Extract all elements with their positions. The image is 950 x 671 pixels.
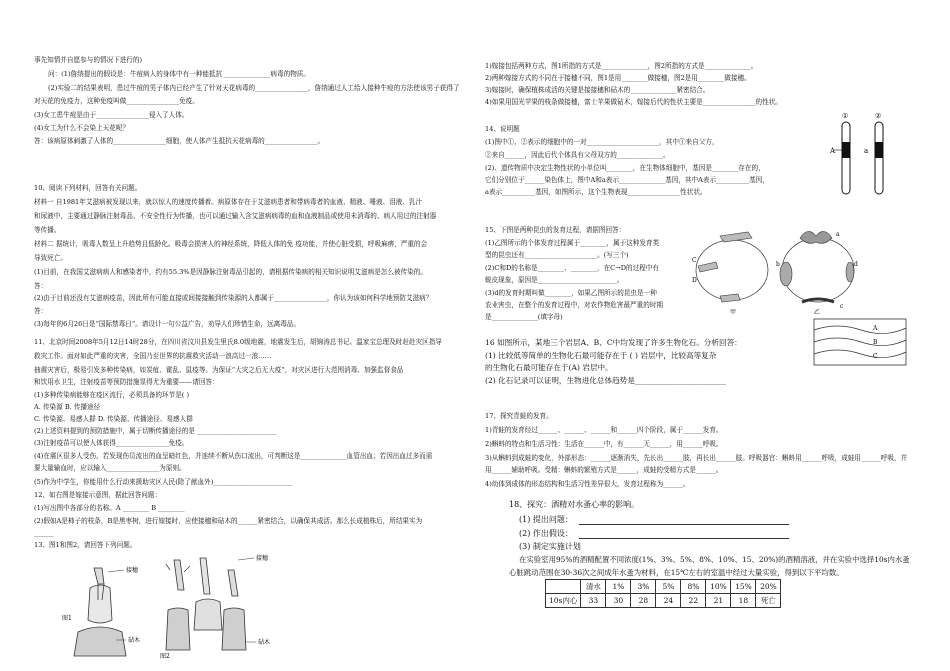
q10-line-9: 答： xyxy=(34,307,48,315)
q14-line-3: (2)、遗传物质中决定生物性状的小单位叫________，在生物体细胞中，基因是________存在的， xyxy=(485,164,765,172)
insect-label-d: d xyxy=(854,261,858,268)
q14-line-0: 14、说明题 xyxy=(485,125,520,133)
q12-line-1: (1)写出图中各部分的名称。A ________ B ________ xyxy=(34,504,185,512)
q12-line-2: (2)假如A是柿子的枝条，B是黑枣树，进行嫁接时，应使接穗和砧木的______紧密结合，以确保其成活。那么长成植株后，所结果实为 xyxy=(34,517,423,525)
rock-strata-figure xyxy=(813,318,908,368)
table-cell: 30 xyxy=(606,594,631,608)
q18-step-3: (3) 制定实施计划 xyxy=(519,542,581,551)
table-cell: 22 xyxy=(681,594,706,608)
q10-line-8: (2)由于目前还没有艾滋病疫苗，因此所有可能直接或间接接触到传染源的人都属于________________，你认为该如何科学地预防艾滋病？ xyxy=(34,294,433,302)
table-cell: 33 xyxy=(581,594,606,608)
q18-paragraph-2: 心脏跳动范围在30-36次之间成年水蚤为材料，在15℃左右的室温中经过大量实验，得到以下平均数。 xyxy=(509,568,844,577)
right-column xyxy=(475,0,950,671)
q15-line-0: 15、下图是两种昆虫的发育过程，请据图回答： xyxy=(485,226,626,234)
q18-step-2: (2) 作出假设： xyxy=(519,529,573,538)
insect-label-c: c xyxy=(840,303,844,310)
q16-line-2: 的生物化石最可能存在于(A) 岩层中。 xyxy=(485,363,613,372)
q13-sub-3: 3)嫁接时，确保植株成活的关键是接接穗和砧木的______________紧密结合。 xyxy=(485,86,710,94)
table-cell: 3% xyxy=(631,580,656,594)
q16-line-0: 16 如图所示，某地三个岩层A、B、C中均发现了许多生物化石。分析回答： xyxy=(485,338,742,347)
q18-answer-line-1[interactable] xyxy=(579,524,789,525)
q12-line-0: 12、如右图是嫁接示意图，据此回答问题： xyxy=(34,491,162,499)
q9-line-3: 对天花的免疫力，这种免疫叫做________________免疫。 xyxy=(34,97,199,105)
rock-label-C: C xyxy=(873,353,878,360)
table-cell: 18 xyxy=(731,594,756,608)
q17-line-0: 17、探究青蛙的发育。 xyxy=(485,412,553,420)
fig2-title: 图2 xyxy=(160,653,170,660)
table-cell: 死亡 xyxy=(756,594,781,608)
q12-line-3: ______ xyxy=(34,529,54,537)
table-cell: 10s内心 xyxy=(546,594,581,608)
q13-sub-1: 1)嫁接包括两种方式，图1所指的方式是______________，图2所指的方式是______________。 xyxy=(485,62,758,70)
insect-label-C: C xyxy=(692,257,697,264)
q10-line-4: 材料二 据统计，吸毒人数呈上升趋势且低龄化。吸毒会损害人的神经系统，降低人体的免 疫功能，并使心脏受损，呼吸麻痹，严重的会 xyxy=(34,240,428,248)
q15-line-2: 型的昆虫还有______________________。(写三个) xyxy=(485,251,629,259)
allele-label-A: A xyxy=(830,147,836,155)
q14-line-4: 它们分别位于______染色体上，图中A和a表示______________基因，其中A表示__________基因， xyxy=(485,176,769,184)
table-cell xyxy=(546,580,581,594)
fig1-title: 图1 xyxy=(62,615,72,622)
q16-line-1: (1) 比较低等简单的生物化石最可能存在于 ( ) 岩层中，比较高等复杂 xyxy=(485,351,717,360)
q10-line-5: 导致死亡。 xyxy=(34,254,67,262)
q18-paragraph-1: 在实验室用95%的酒精配置不同浓度(1%、3%、5%、8%、10%、15、20%)的酒精溶液，并在实验中选择10s内水蚤 xyxy=(519,555,910,564)
q9-line-4: (3)女工患牛痘是由于________________侵入了人体。 xyxy=(34,111,189,119)
q11-line-10: 要大量输血时，应以输入________________为原则。 xyxy=(34,464,186,472)
q17-line-4: 用______辅助呼吸。受精：蝌蚪的繁殖方式是______，成蛙的受精方式是______。 xyxy=(485,466,723,474)
table-cell: 1% xyxy=(606,580,631,594)
q10-line-2: 和尿液中，主要通过静脉注射毒品、不安全性行为传播，也可以通过输入含艾滋病病毒的血和血液制品或使用未消毒的、病人用过的注射器 xyxy=(34,212,437,220)
q10-line-1: 材料一 自1981年艾滋病被发现以来，就以惊人的速度传播着。病原体存在于艾滋病患者和带病毒者的血液、精液、唾液、泪液、乳汁 xyxy=(34,198,423,206)
fig2-label-stock: 砧木 xyxy=(258,639,271,646)
q9-line-5: (4)女工为什么不会染上天花呢？ xyxy=(34,124,130,132)
chromosome-figure xyxy=(830,110,910,200)
q14-line-1: (1)图中①、②表示的细胞中的一对______________________，其中①来自父方， xyxy=(485,138,719,146)
table-row xyxy=(546,594,781,608)
heart-rate-table xyxy=(545,579,781,608)
q11-line-0: 11、北京时间2008年5月12日14时28分，在四川省汶川县发生里氏8.0级地震，地震发生后，胡锦涛总书记、温家宝总理及时赶赴灾区指导 xyxy=(34,338,442,346)
q11-line-4: (1)多种传染病能够在疫区流行，必须具备的环节是( ) xyxy=(34,391,190,399)
q18-answer-line-2[interactable] xyxy=(579,538,789,539)
insect-label-D: D xyxy=(692,277,697,284)
rock-label-B: B xyxy=(873,339,878,346)
insect-label-jia: 甲 xyxy=(730,309,737,316)
q11-line-7: (2)上述资料提到的预防措施中，属于切断传播途径的是 ________________________ xyxy=(34,427,277,435)
table-cell: 15% xyxy=(731,580,756,594)
q11-line-6: C. 传染源、易感人群 D. 传染源、传播途径、易感人群 xyxy=(34,415,193,423)
q16-line-3: (2) 化石记录可以证明，生物进化总体趋势是________________________ xyxy=(485,376,726,385)
q17-line-3: 3)从蝌蚪到成蛙的变化，外部形态：______逐渐消失，先长出______肢，再长出______肢。呼吸器官：蝌蚪用______呼吸，成蛙用______呼吸，并 xyxy=(485,454,908,462)
q15-line-1: (1)乙图所示的个体发育过程属于________，属于这种发育类 xyxy=(485,239,660,247)
q11-line-11: (5)作为中学生，你能用什么行动来援助灾区人民(除了献血外)________________________ xyxy=(34,478,293,486)
q13-title: 13、图1和图2，请回答下列问题。 xyxy=(34,541,137,549)
table-cell: 5% xyxy=(656,580,681,594)
insect-label-b: b xyxy=(776,261,780,268)
q10-line-0: 10、阅读下列材料，回答有关问题。 xyxy=(34,184,142,192)
graft-figure-2 xyxy=(160,550,280,660)
q9-line-1: 问：(1)詹纳提出的假设是：牛痘病人的身体中有一种能抵抗 ______________病毒的物质。 xyxy=(48,70,310,78)
chromosome-label-2: ② xyxy=(875,112,882,120)
q11-line-9: (4)在震区很多人受伤，若发现伤员流出的血呈暗红色，并连续不断从伤口流出，可判断这是______________血管出血；若因出血过多而需 xyxy=(34,452,433,460)
q10-line-7: 答： xyxy=(34,282,48,290)
q15-line-4: 蜕皮现象，原因是________________________。 xyxy=(485,276,624,284)
insect-lifecycle-figure xyxy=(690,222,860,317)
q9-line-6: 答：该病原体刺激了人体的________________细胞，使人体产生抵抗天花病毒的________________。 xyxy=(34,137,325,145)
table-cell: 清水 xyxy=(581,580,606,594)
q13-sub-2: 2)两种嫁接方式的不同在于接穗不同，图1是用________做接穗，图2是用________做接穗。 xyxy=(485,74,751,82)
table-cell: 28 xyxy=(631,594,656,608)
q13-sub-4: 4)如果用国光苹果的枝条做接穗，富士苹果做砧木，嫁接后代的性状主要是________________的性状。 xyxy=(485,98,782,106)
q17-line-2: 2)蝌蚪的特点和生活习性：生活在______中，有______无______，用______呼吸。 xyxy=(485,440,723,448)
q11-line-8: (3)注射疫苗可以使人体获得________________免疫。 xyxy=(34,439,189,447)
q11-line-5: A. 传染源 B. 传播途径 xyxy=(34,403,101,411)
q14-line-2: ②来自______，因此后代个体具有父母双方的______________。 xyxy=(485,151,670,159)
q18-step-1: (1) 提出问题： xyxy=(519,515,573,524)
q11-line-3: 和饮用水卫生，注射疫苗等预防措施显得尤为重要——请回答： xyxy=(34,378,219,386)
fig1-label-stock: 砧木 xyxy=(128,637,141,644)
q11-line-1: 救灾工作。面对如此严重的灾害，全国乃至世界的抗震救灾活动一浪高过一浪…… xyxy=(34,352,272,360)
q15-line-5: (3)d的发育时期叫做________，如果乙图所示的昆虫是一种 xyxy=(485,289,657,297)
q14-line-5: a表示__________基因，如图所示，这个生物表现________________性状状。 xyxy=(485,188,707,196)
fig2-label-scion: 接穗 xyxy=(256,555,269,562)
q15-line-7: 是______________(填字母) xyxy=(485,313,563,321)
rock-label-A: A xyxy=(873,325,878,332)
table-cell: 24 xyxy=(656,594,681,608)
table-cell: 10% xyxy=(706,580,731,594)
q17-line-1: 1)青蛙的发育经过______、______、______和______四个阶段，属于______发育。 xyxy=(485,426,723,434)
q10-line-10: (3)每年的6月26日是“国际禁毒日”。请设计一句公益广告，劝导人们珍惜生命，远离毒品。 xyxy=(34,320,301,328)
q10-line-6: (1)目前，在我国艾滋病病人和感染者中，约有55.3%是因静脉注射毒品引起的，请根据传染病的相关知识说明艾滋病是怎么被传染的。 xyxy=(34,268,427,276)
q11-line-2: 抽震灾害后，极易引发多种传染病，如炭疽、霍乱、鼠疫等。为保证“大灾之后无大疫”，对灾区进行大范围消毒、加强监督食品 xyxy=(34,366,404,374)
table-cell: 21 xyxy=(706,594,731,608)
insect-label-a: a xyxy=(836,231,840,238)
table-header-row xyxy=(546,580,781,594)
q15-line-3: (2)C和D的名称是________、________，在C→D的过程中有 xyxy=(485,264,659,272)
fig1-label-scion: 接穗 xyxy=(126,567,139,574)
q18-title: 18、探究：酒精对水蚤心率的影响。 xyxy=(509,500,640,509)
q17-line-5: 4)幼体到成体的形态结构和生活习性差异很大，发育过程称为______。 xyxy=(485,480,690,488)
q9-line-0: 事先知情并自愿参与的情况下进行的) xyxy=(34,56,143,64)
table-cell: 8% xyxy=(681,580,706,594)
chromosome-label-1: ① xyxy=(842,112,849,120)
graft-figure-1 xyxy=(60,560,150,660)
q9-line-2: (2)实验二的结果表明，患过牛痘的男子体内已经产生了针对天花病毒的________________，詹纳通过人工给人接种牛痘的方法使该男子获得了 xyxy=(48,84,460,92)
q15-line-6: 农业害虫，在整个的发育过程中，对农作物危害最严重的时期 xyxy=(485,301,664,309)
insect-label-yi: 乙 xyxy=(814,309,821,316)
table-cell: 20% xyxy=(756,580,781,594)
allele-label-a: a xyxy=(864,147,869,155)
q10-line-3: 等传播。 xyxy=(34,226,61,234)
